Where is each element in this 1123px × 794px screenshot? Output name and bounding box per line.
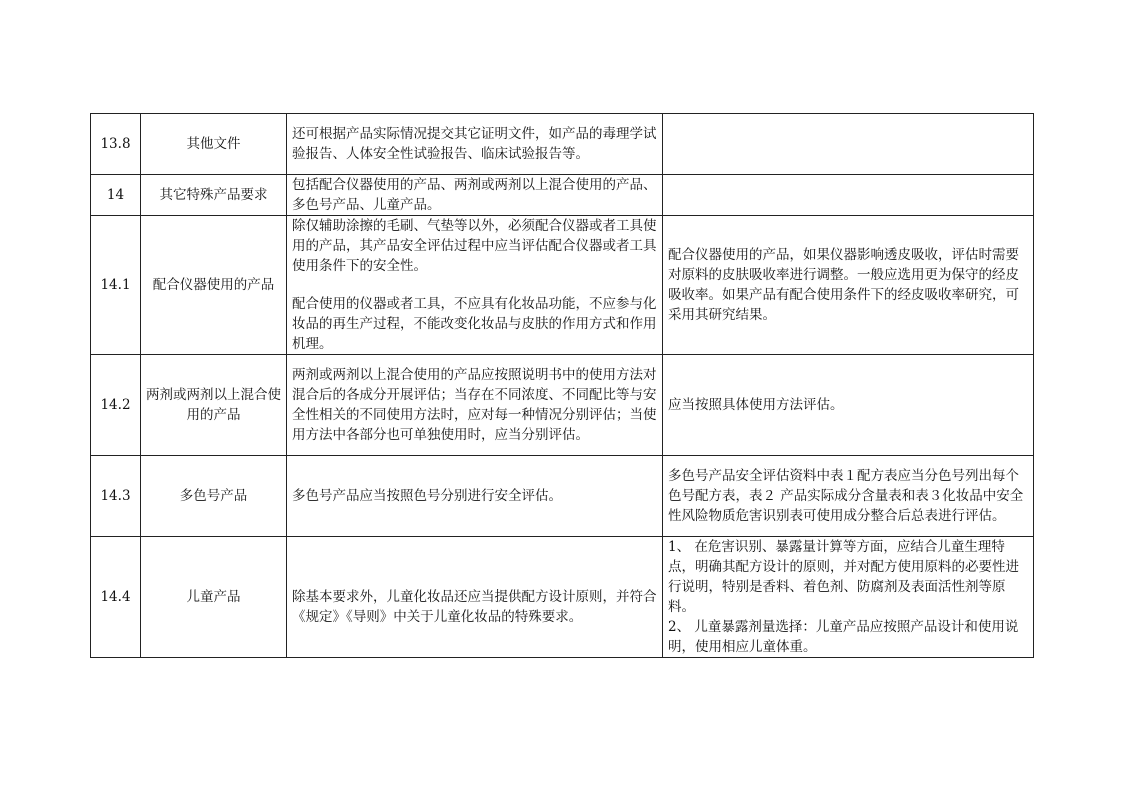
note-cell: 应当按照具体使用方法评估。 (663, 355, 1034, 456)
row-number: 14.3 (91, 456, 141, 537)
note-cell (663, 175, 1034, 216)
requirement-text: 配合使用的仪器或者工具，不应具有化妆品功能，不应参与化妆品的再生产过程，不能改变化妆品与皮肤的作用方式和作用机理。 (292, 296, 657, 352)
row-number: 13.8 (91, 114, 141, 175)
item-name: 配合仪器使用的产品 (141, 216, 287, 355)
requirement-text: 除基本要求外，儿童化妆品还应当提供配方设计原则，并符合《规定》《导则》中关于儿童化妆品的特殊要求。 (292, 589, 657, 625)
table-row (91, 355, 1034, 456)
table-row (91, 216, 1034, 355)
note-cell (663, 114, 1034, 175)
requirement-cell (287, 355, 663, 456)
table-row (91, 537, 1034, 658)
requirement-cell (287, 456, 663, 537)
row-number: 14.4 (91, 537, 141, 658)
row-number: 14.2 (91, 355, 141, 456)
requirement-cell (287, 175, 663, 216)
note-list-item: 1、 在危害识别、暴露量计算等方面，应结合儿童生理特点，明确其配方设计的原则，并对配方使用原料的必要性进行说明，特别是香料、着色剂、防腐剂及表面活性剂等原料。 (668, 539, 1019, 615)
requirement-text: 包括配合仪器使用的产品、两剂或两剂以上混合使用的产品、多色号产品、儿童产品。 (292, 177, 657, 213)
item-name: 两剂或两剂以上混合使用的产品 (141, 355, 287, 456)
requirement-text: 两剂或两剂以上混合使用的产品应按照说明书中的使用方法对混合后的各成分开展评估；当存在不同浓度、不同配比等与安全性相关的不同使用方法时，应对每一种情况分别评估；当使用方法中各部分也可单独使用时，应当分别评估。 (292, 367, 657, 443)
note-list-item: 2、 儿童暴露剂量选择：儿童产品应按照产品设计和使用说明，使用相应儿童体重。 (668, 619, 1019, 655)
requirement-cell (287, 537, 663, 658)
table-row (91, 114, 1034, 175)
requirement-cell (287, 114, 663, 175)
table-row (91, 456, 1034, 537)
item-name: 其它特殊产品要求 (141, 175, 287, 216)
item-name: 儿童产品 (141, 537, 287, 658)
requirements-table (90, 113, 1034, 658)
row-number: 14 (91, 175, 141, 216)
requirement-text: 除仅辅助涂擦的毛刷、气垫等以外，必须配合仪器或者工具使用的产品，其产品安全评估过程中应当评估配合仪器或者工具使用条件下的安全性。 (292, 218, 657, 274)
item-name: 多色号产品 (141, 456, 287, 537)
table-row (91, 175, 1034, 216)
note-cell: 多色号产品安全评估资料中表１配方表应当分色号列出每个色号配方表，表２ 产品实际成分含量表和表３化妆品中安全性风险物质危害识别表可使用成分整合后总表进行评估。 (663, 456, 1034, 537)
note-cell (663, 537, 1034, 658)
requirement-text: 多色号产品应当按照色号分别进行安全评估。 (292, 488, 562, 504)
requirement-cell (287, 216, 663, 355)
note-cell: 配合仪器使用的产品，如果仪器影响透皮吸收，评估时需要对原料的皮肤吸收率进行调整。一般应选用更为保守的经皮吸收率。如果产品有配合使用条件下的经皮吸收率研究，可采用其研究结果。 (663, 216, 1034, 355)
requirement-text: 还可根据产品实际情况提交其它证明文件，如产品的毒理学试验报告、人体安全性试验报告、临床试验报告等。 (292, 126, 657, 162)
item-name: 其他文件 (141, 114, 287, 175)
row-number: 14.1 (91, 216, 141, 355)
